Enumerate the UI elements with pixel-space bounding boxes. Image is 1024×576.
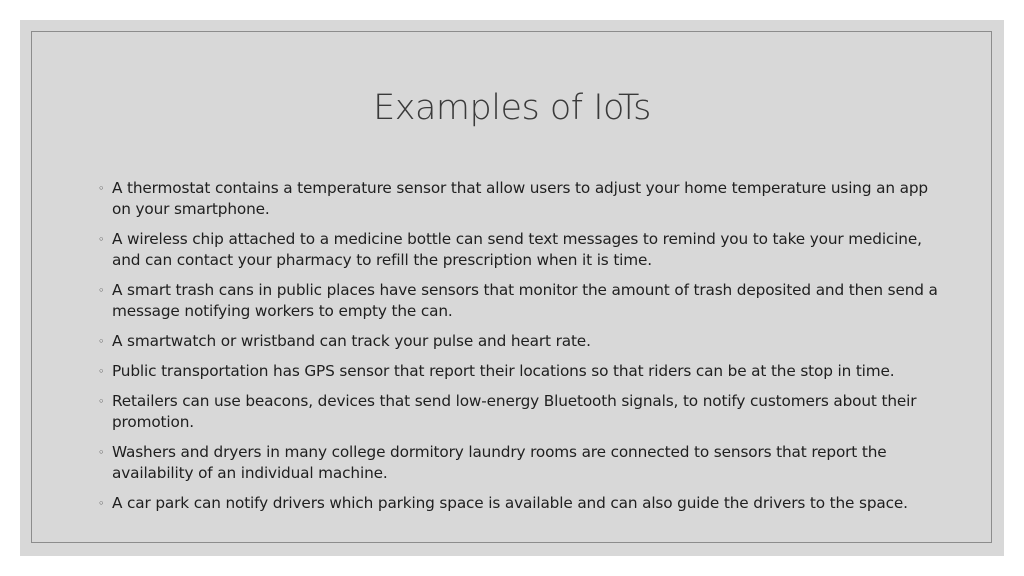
bullet-text: A smartwatch or wristband can track your pulse and heart rate. [112, 332, 591, 350]
slide-title: Examples of IoTs [373, 88, 651, 128]
bullet-item [98, 493, 938, 514]
bullet-text: Public transportation has GPS sensor that report their locations so that riders can be at the stop in time. [112, 362, 895, 380]
bullet-item [98, 178, 938, 220]
bullet-item [98, 391, 938, 433]
bullet-circle-icon: ◦ [98, 446, 105, 459]
bullet-text: Retailers can use beacons, devices that send low-energy Bluetooth signals, to notify customers about their promotion. [112, 392, 917, 431]
bullet-circle-icon: ◦ [98, 284, 105, 297]
bullet-circle-icon: ◦ [98, 335, 105, 348]
bullet-circle-icon: ◦ [98, 497, 105, 510]
bullet-text: A wireless chip attached to a medicine bottle can send text messages to remind you to take your medicine, and can contact your pharmacy to refill the prescription when it is time. [112, 230, 922, 269]
bullet-circle-icon: ◦ [98, 365, 105, 378]
bullet-item [98, 331, 938, 352]
bullet-item [98, 229, 938, 271]
bullet-circle-icon: ◦ [98, 182, 105, 195]
bullet-item [98, 361, 938, 382]
bullet-circle-icon: ◦ [98, 395, 105, 408]
bullet-text: A thermostat contains a temperature sensor that allow users to adjust your home temperature using an app on your smartphone. [112, 179, 928, 218]
bullet-item [98, 442, 938, 484]
bullet-text: A smart trash cans in public places have sensors that monitor the amount of trash deposited and then send a message notifying workers to empty the can. [112, 281, 938, 320]
bullet-list [98, 178, 938, 523]
slide [20, 20, 1004, 556]
bullet-text: A car park can notify drivers which parking space is available and can also guide the drivers to the space. [112, 494, 908, 512]
bullet-circle-icon: ◦ [98, 233, 105, 246]
bullet-item [98, 280, 938, 322]
bullet-text: Washers and dryers in many college dormitory laundry rooms are connected to sensors that report the availability of an individual machine. [112, 443, 887, 482]
